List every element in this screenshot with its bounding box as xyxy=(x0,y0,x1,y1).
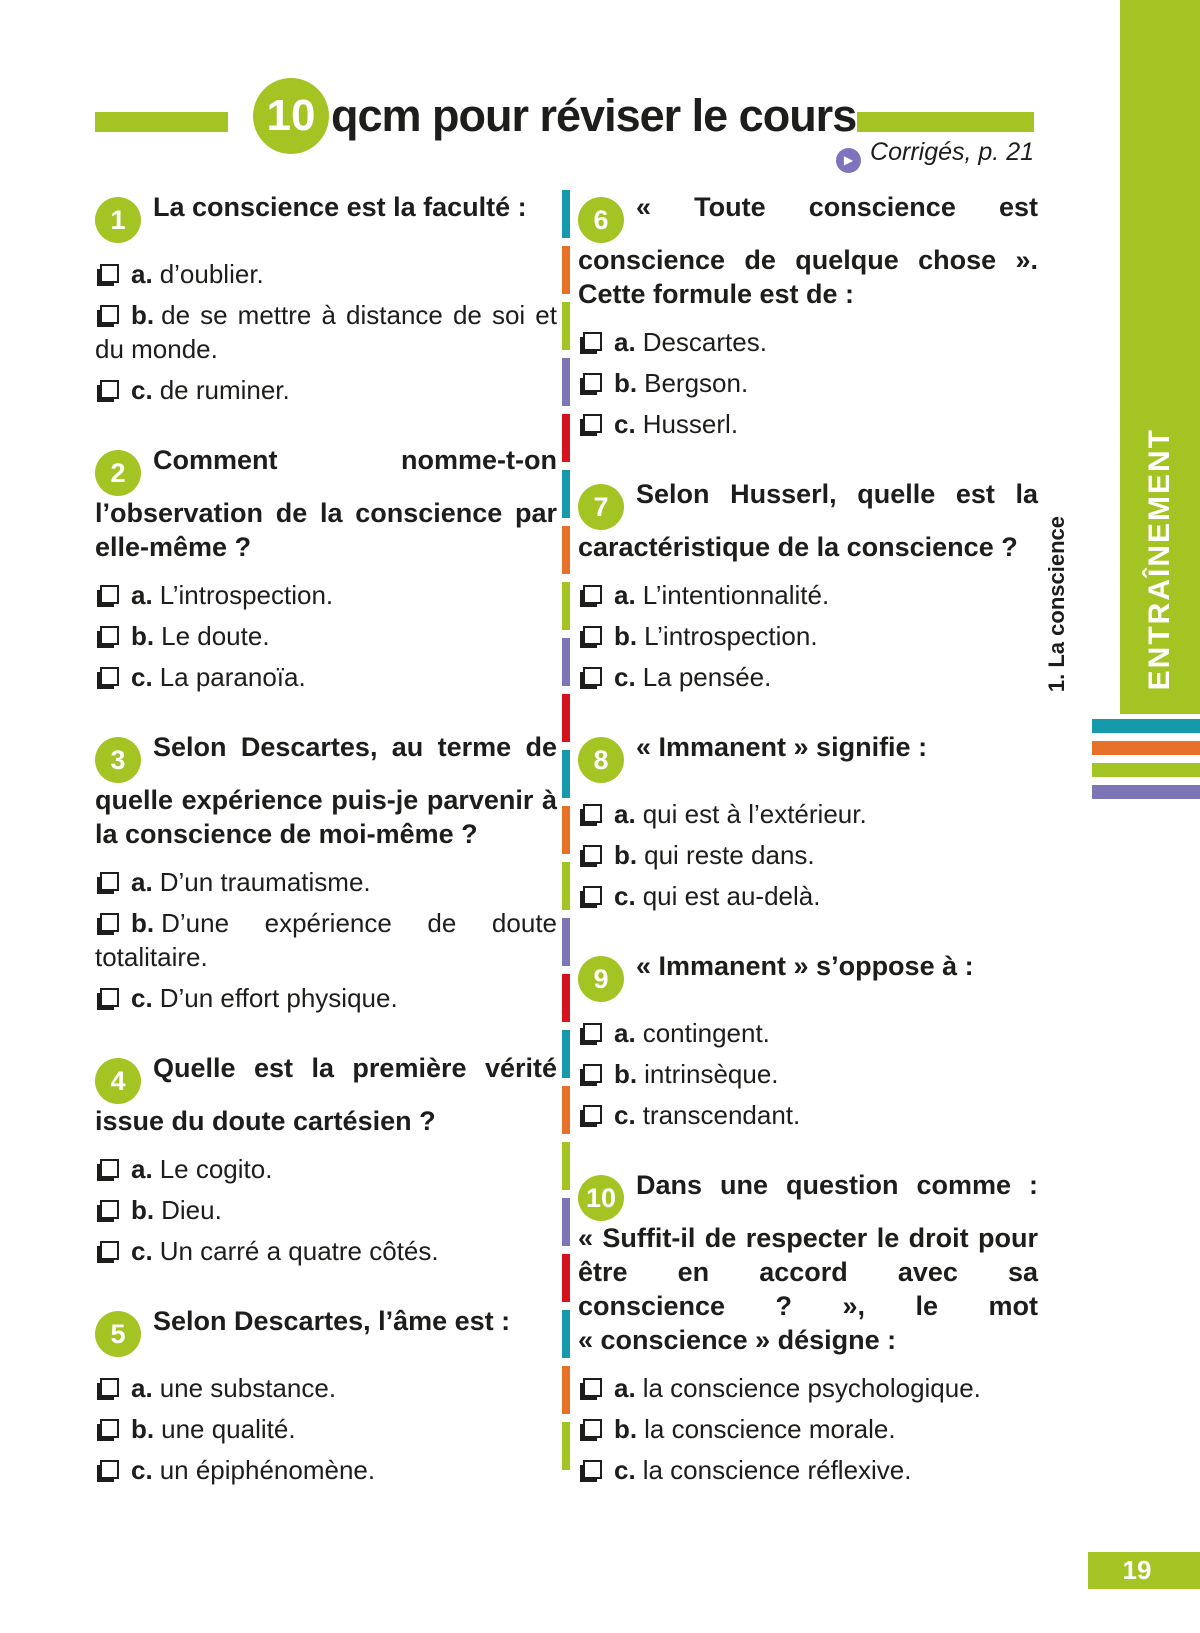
answer-option xyxy=(578,1098,1038,1132)
divider-segment xyxy=(562,638,570,686)
option-text: L’introspection. xyxy=(159,580,334,610)
option-letter: b. xyxy=(131,1195,155,1225)
option-text: de se mettre à distance de soi et du monde. xyxy=(95,300,557,364)
option-text: D’un effort physique. xyxy=(159,983,398,1013)
corriges-link[interactable] xyxy=(578,138,1034,173)
option-text: la conscience réflexive. xyxy=(642,1455,912,1485)
option-letter: b. xyxy=(614,621,638,651)
column-divider xyxy=(562,190,570,1478)
answer-option xyxy=(578,578,1038,612)
option-text: Husserl. xyxy=(642,409,739,439)
header-rule-right xyxy=(857,112,1034,132)
checkbox-icon[interactable] xyxy=(100,585,119,604)
option-text: L’introspection. xyxy=(644,621,818,651)
answer-option xyxy=(95,906,557,974)
option-text: de ruminer. xyxy=(159,375,290,405)
option-letter: a. xyxy=(131,1373,153,1403)
checkbox-icon[interactable] xyxy=(583,332,602,351)
checkbox-icon[interactable] xyxy=(583,626,602,645)
options-list xyxy=(95,578,557,694)
divider-segment xyxy=(562,190,570,238)
question-title xyxy=(95,1051,557,1138)
options-list xyxy=(578,1371,1038,1487)
option-text: un épiphénomène. xyxy=(159,1455,376,1485)
answer-option xyxy=(578,660,1038,694)
checkbox-icon[interactable] xyxy=(583,886,602,905)
sidebar-tab-entrainement xyxy=(1120,0,1200,714)
option-text: une substance. xyxy=(159,1373,337,1403)
play-icon: ▶ xyxy=(836,148,861,173)
question-title xyxy=(578,477,1038,564)
options-list xyxy=(95,257,557,407)
question-number-badge: 2 xyxy=(95,450,141,496)
options-list xyxy=(578,1016,1038,1132)
questions-column-left xyxy=(95,190,557,1523)
option-text: La pensée. xyxy=(642,662,772,692)
answer-option xyxy=(578,1057,1038,1091)
option-letter: b. xyxy=(614,1059,638,1089)
checkbox-icon[interactable] xyxy=(100,988,119,1007)
checkbox-icon[interactable] xyxy=(100,872,119,891)
divider-segment xyxy=(562,1422,570,1470)
option-letter: c. xyxy=(131,375,153,405)
answer-option xyxy=(95,1371,557,1405)
question-text: Dans une question comme : « Suffit-il de respecter le droit pour être en accord avec sa conscience ? », le mot « conscience » désigne : xyxy=(578,1170,1038,1355)
checkbox-icon[interactable] xyxy=(583,1460,602,1479)
checkbox-icon[interactable] xyxy=(100,380,119,399)
option-text: Le cogito. xyxy=(159,1154,273,1184)
option-letter: a. xyxy=(614,327,636,357)
question-title xyxy=(95,1304,557,1357)
question-number-badge: 7 xyxy=(578,484,624,530)
option-text: la conscience morale. xyxy=(644,1414,896,1444)
question-text: Selon Descartes, au terme de quelle expérience puis-je parvenir à la conscience de moi-même ? xyxy=(95,732,557,849)
answer-option xyxy=(95,1234,557,1268)
option-letter: a. xyxy=(131,1154,153,1184)
corriges-link-label: Corrigés, p. 21 xyxy=(870,138,1034,166)
question-block xyxy=(95,190,557,407)
options-list xyxy=(95,1152,557,1268)
sidebar-color-bar xyxy=(1092,763,1200,777)
sidebar-tab-label: ENTRAÎNEMENT xyxy=(1143,427,1176,690)
options-list xyxy=(578,578,1038,694)
answer-option xyxy=(95,660,557,694)
divider-segment xyxy=(562,862,570,910)
question-number-badge: 1 xyxy=(95,197,141,243)
options-list xyxy=(95,1371,557,1487)
question-block xyxy=(578,730,1038,913)
sidebar-color-bar xyxy=(1092,741,1200,755)
answer-option xyxy=(578,366,1038,400)
question-title xyxy=(578,949,1038,1002)
question-block xyxy=(578,190,1038,441)
option-text: intrinsèque. xyxy=(644,1059,779,1089)
checkbox-icon[interactable] xyxy=(100,1200,119,1219)
answer-option xyxy=(95,1453,557,1487)
question-number-badge: 5 xyxy=(95,1311,141,1357)
question-title xyxy=(95,190,557,243)
option-text: Descartes. xyxy=(642,327,767,357)
divider-segment xyxy=(562,358,570,406)
checkbox-icon[interactable] xyxy=(100,1159,119,1178)
qcm-count-badge: 10 xyxy=(253,78,329,154)
option-letter: a. xyxy=(131,867,153,897)
page-title: qcm pour réviser le cours xyxy=(331,90,857,141)
option-letter: b. xyxy=(614,368,638,398)
answer-option xyxy=(578,325,1038,359)
divider-segment xyxy=(562,582,570,630)
option-letter: c. xyxy=(131,983,153,1013)
checkbox-icon[interactable] xyxy=(583,373,602,392)
option-letter: c. xyxy=(614,662,636,692)
divider-segment xyxy=(562,1254,570,1302)
question-number-badge: 9 xyxy=(578,956,624,1002)
answer-option xyxy=(95,1412,557,1446)
checkbox-icon[interactable] xyxy=(583,667,602,686)
answer-option xyxy=(95,257,557,291)
divider-segment xyxy=(562,526,570,574)
option-text: transcendant. xyxy=(642,1100,801,1130)
checkbox-icon[interactable] xyxy=(583,845,602,864)
divider-segment xyxy=(562,1030,570,1078)
question-text: Selon Husserl, quelle est la caractéristique de la conscience ? xyxy=(578,479,1038,562)
question-text: « Toute conscience est conscience de quelque chose ». Cette formule est de : xyxy=(578,192,1038,309)
divider-segment xyxy=(562,1086,570,1134)
option-letter: b. xyxy=(614,840,638,870)
option-text: qui est au-delà. xyxy=(642,881,821,911)
options-list xyxy=(95,865,557,1015)
answer-option xyxy=(95,865,557,899)
question-number-badge: 6 xyxy=(578,197,624,243)
divider-segment xyxy=(562,302,570,350)
option-letter: c. xyxy=(131,1236,153,1266)
divider-segment xyxy=(562,1310,570,1358)
question-text: Comment nomme-t-on l’observation de la conscience par elle-même ? xyxy=(95,445,557,562)
divider-segment xyxy=(562,918,570,966)
answer-option xyxy=(578,1453,1038,1487)
option-letter: b. xyxy=(614,1414,638,1444)
question-text: Quelle est la première vérité issue du doute cartésien ? xyxy=(95,1053,557,1136)
option-letter: c. xyxy=(614,1455,636,1485)
option-text: une qualité. xyxy=(161,1414,296,1444)
question-block xyxy=(95,1304,557,1487)
option-text: D’une expérience de doute totalitaire. xyxy=(95,908,557,972)
answer-option xyxy=(95,1152,557,1186)
divider-segment xyxy=(562,1198,570,1246)
options-list xyxy=(578,797,1038,913)
question-number-badge: 8 xyxy=(578,737,624,783)
question-title xyxy=(578,1168,1038,1357)
answer-option xyxy=(578,1412,1038,1446)
option-text: Dieu. xyxy=(161,1195,222,1225)
checkbox-icon[interactable] xyxy=(100,1241,119,1260)
divider-segment xyxy=(562,1366,570,1414)
checkbox-icon[interactable] xyxy=(583,414,602,433)
checkbox-icon[interactable] xyxy=(100,1460,119,1479)
option-letter: c. xyxy=(131,1455,153,1485)
option-text: Le doute. xyxy=(161,621,270,651)
question-block xyxy=(95,730,557,1015)
answer-option xyxy=(578,838,1038,872)
answer-option xyxy=(95,1193,557,1227)
question-block xyxy=(578,1168,1038,1487)
option-text: contingent. xyxy=(642,1018,770,1048)
answer-option xyxy=(578,619,1038,653)
question-number-badge: 4 xyxy=(95,1058,141,1104)
divider-segment xyxy=(562,750,570,798)
question-number-badge: 3 xyxy=(95,737,141,783)
question-number-badge: 10 xyxy=(578,1175,624,1221)
divider-segment xyxy=(562,974,570,1022)
checkbox-icon[interactable] xyxy=(583,1378,602,1397)
questions-column-right xyxy=(578,190,1038,1523)
question-title xyxy=(95,730,557,851)
chapter-label: 1. La conscience xyxy=(1044,515,1069,692)
answer-option xyxy=(95,981,557,1015)
answer-option xyxy=(95,373,557,407)
option-text: La paranoïa. xyxy=(159,662,306,692)
question-block xyxy=(95,1051,557,1268)
option-letter: c. xyxy=(614,881,636,911)
option-letter: a. xyxy=(614,1018,636,1048)
question-title xyxy=(578,730,1038,783)
option-letter: c. xyxy=(131,662,153,692)
checkbox-icon[interactable] xyxy=(583,585,602,604)
option-text: Bergson. xyxy=(644,368,749,398)
option-text: qui est à l’extérieur. xyxy=(642,799,867,829)
option-text: d’oublier. xyxy=(159,259,264,289)
option-letter: b. xyxy=(131,300,155,330)
option-letter: a. xyxy=(614,1373,636,1403)
option-letter: b. xyxy=(131,621,155,651)
option-text: qui reste dans. xyxy=(644,840,815,870)
question-title xyxy=(95,443,557,564)
checkbox-icon[interactable] xyxy=(100,1419,119,1438)
answer-option xyxy=(578,1016,1038,1050)
page-number-badge: 19 xyxy=(1088,1552,1200,1589)
checkbox-icon[interactable] xyxy=(100,913,119,932)
options-list xyxy=(578,325,1038,441)
checkbox-icon[interactable] xyxy=(583,804,602,823)
divider-segment xyxy=(562,806,570,854)
checkbox-icon[interactable] xyxy=(100,667,119,686)
question-title xyxy=(578,190,1038,311)
option-letter: a. xyxy=(614,580,636,610)
question-block xyxy=(578,949,1038,1132)
answer-option xyxy=(578,797,1038,831)
question-block xyxy=(578,477,1038,694)
divider-segment xyxy=(562,246,570,294)
option-text: D’un traumatisme. xyxy=(159,867,371,897)
answer-option xyxy=(578,879,1038,913)
checkbox-icon[interactable] xyxy=(100,1378,119,1397)
option-letter: a. xyxy=(131,580,153,610)
sidebar-color-bars xyxy=(1092,719,1200,799)
divider-segment xyxy=(562,470,570,518)
question-text: « Immanent » signifie : xyxy=(636,732,928,762)
option-text: L’intentionnalité. xyxy=(642,580,830,610)
header-rule-left xyxy=(95,112,228,132)
answer-option xyxy=(95,298,557,366)
option-letter: b. xyxy=(131,908,155,938)
checkbox-icon[interactable] xyxy=(583,1105,602,1124)
option-letter: a. xyxy=(131,259,153,289)
question-text: « Immanent » s’oppose à : xyxy=(636,951,974,981)
sidebar-color-bar xyxy=(1092,785,1200,799)
question-text: Selon Descartes, l’âme est : xyxy=(153,1306,511,1336)
option-text: Un carré a quatre côtés. xyxy=(159,1236,439,1266)
option-letter: b. xyxy=(131,1414,155,1444)
answer-option xyxy=(578,1371,1038,1405)
option-letter: a. xyxy=(614,799,636,829)
divider-segment xyxy=(562,414,570,462)
answer-option xyxy=(95,578,557,612)
sidebar-color-bar xyxy=(1092,719,1200,733)
checkbox-icon[interactable] xyxy=(100,626,119,645)
question-block xyxy=(95,443,557,694)
checkbox-icon[interactable] xyxy=(583,1064,602,1083)
answer-option xyxy=(578,407,1038,441)
option-letter: c. xyxy=(614,409,636,439)
checkbox-icon[interactable] xyxy=(583,1419,602,1438)
question-text: La conscience est la faculté : xyxy=(153,192,527,222)
divider-segment xyxy=(562,1142,570,1190)
answer-option xyxy=(95,619,557,653)
checkbox-icon[interactable] xyxy=(100,264,119,283)
option-text: la conscience psychologique. xyxy=(642,1373,981,1403)
divider-segment xyxy=(562,694,570,742)
checkbox-icon[interactable] xyxy=(100,305,119,324)
checkbox-icon[interactable] xyxy=(583,1023,602,1042)
option-letter: c. xyxy=(614,1100,636,1130)
